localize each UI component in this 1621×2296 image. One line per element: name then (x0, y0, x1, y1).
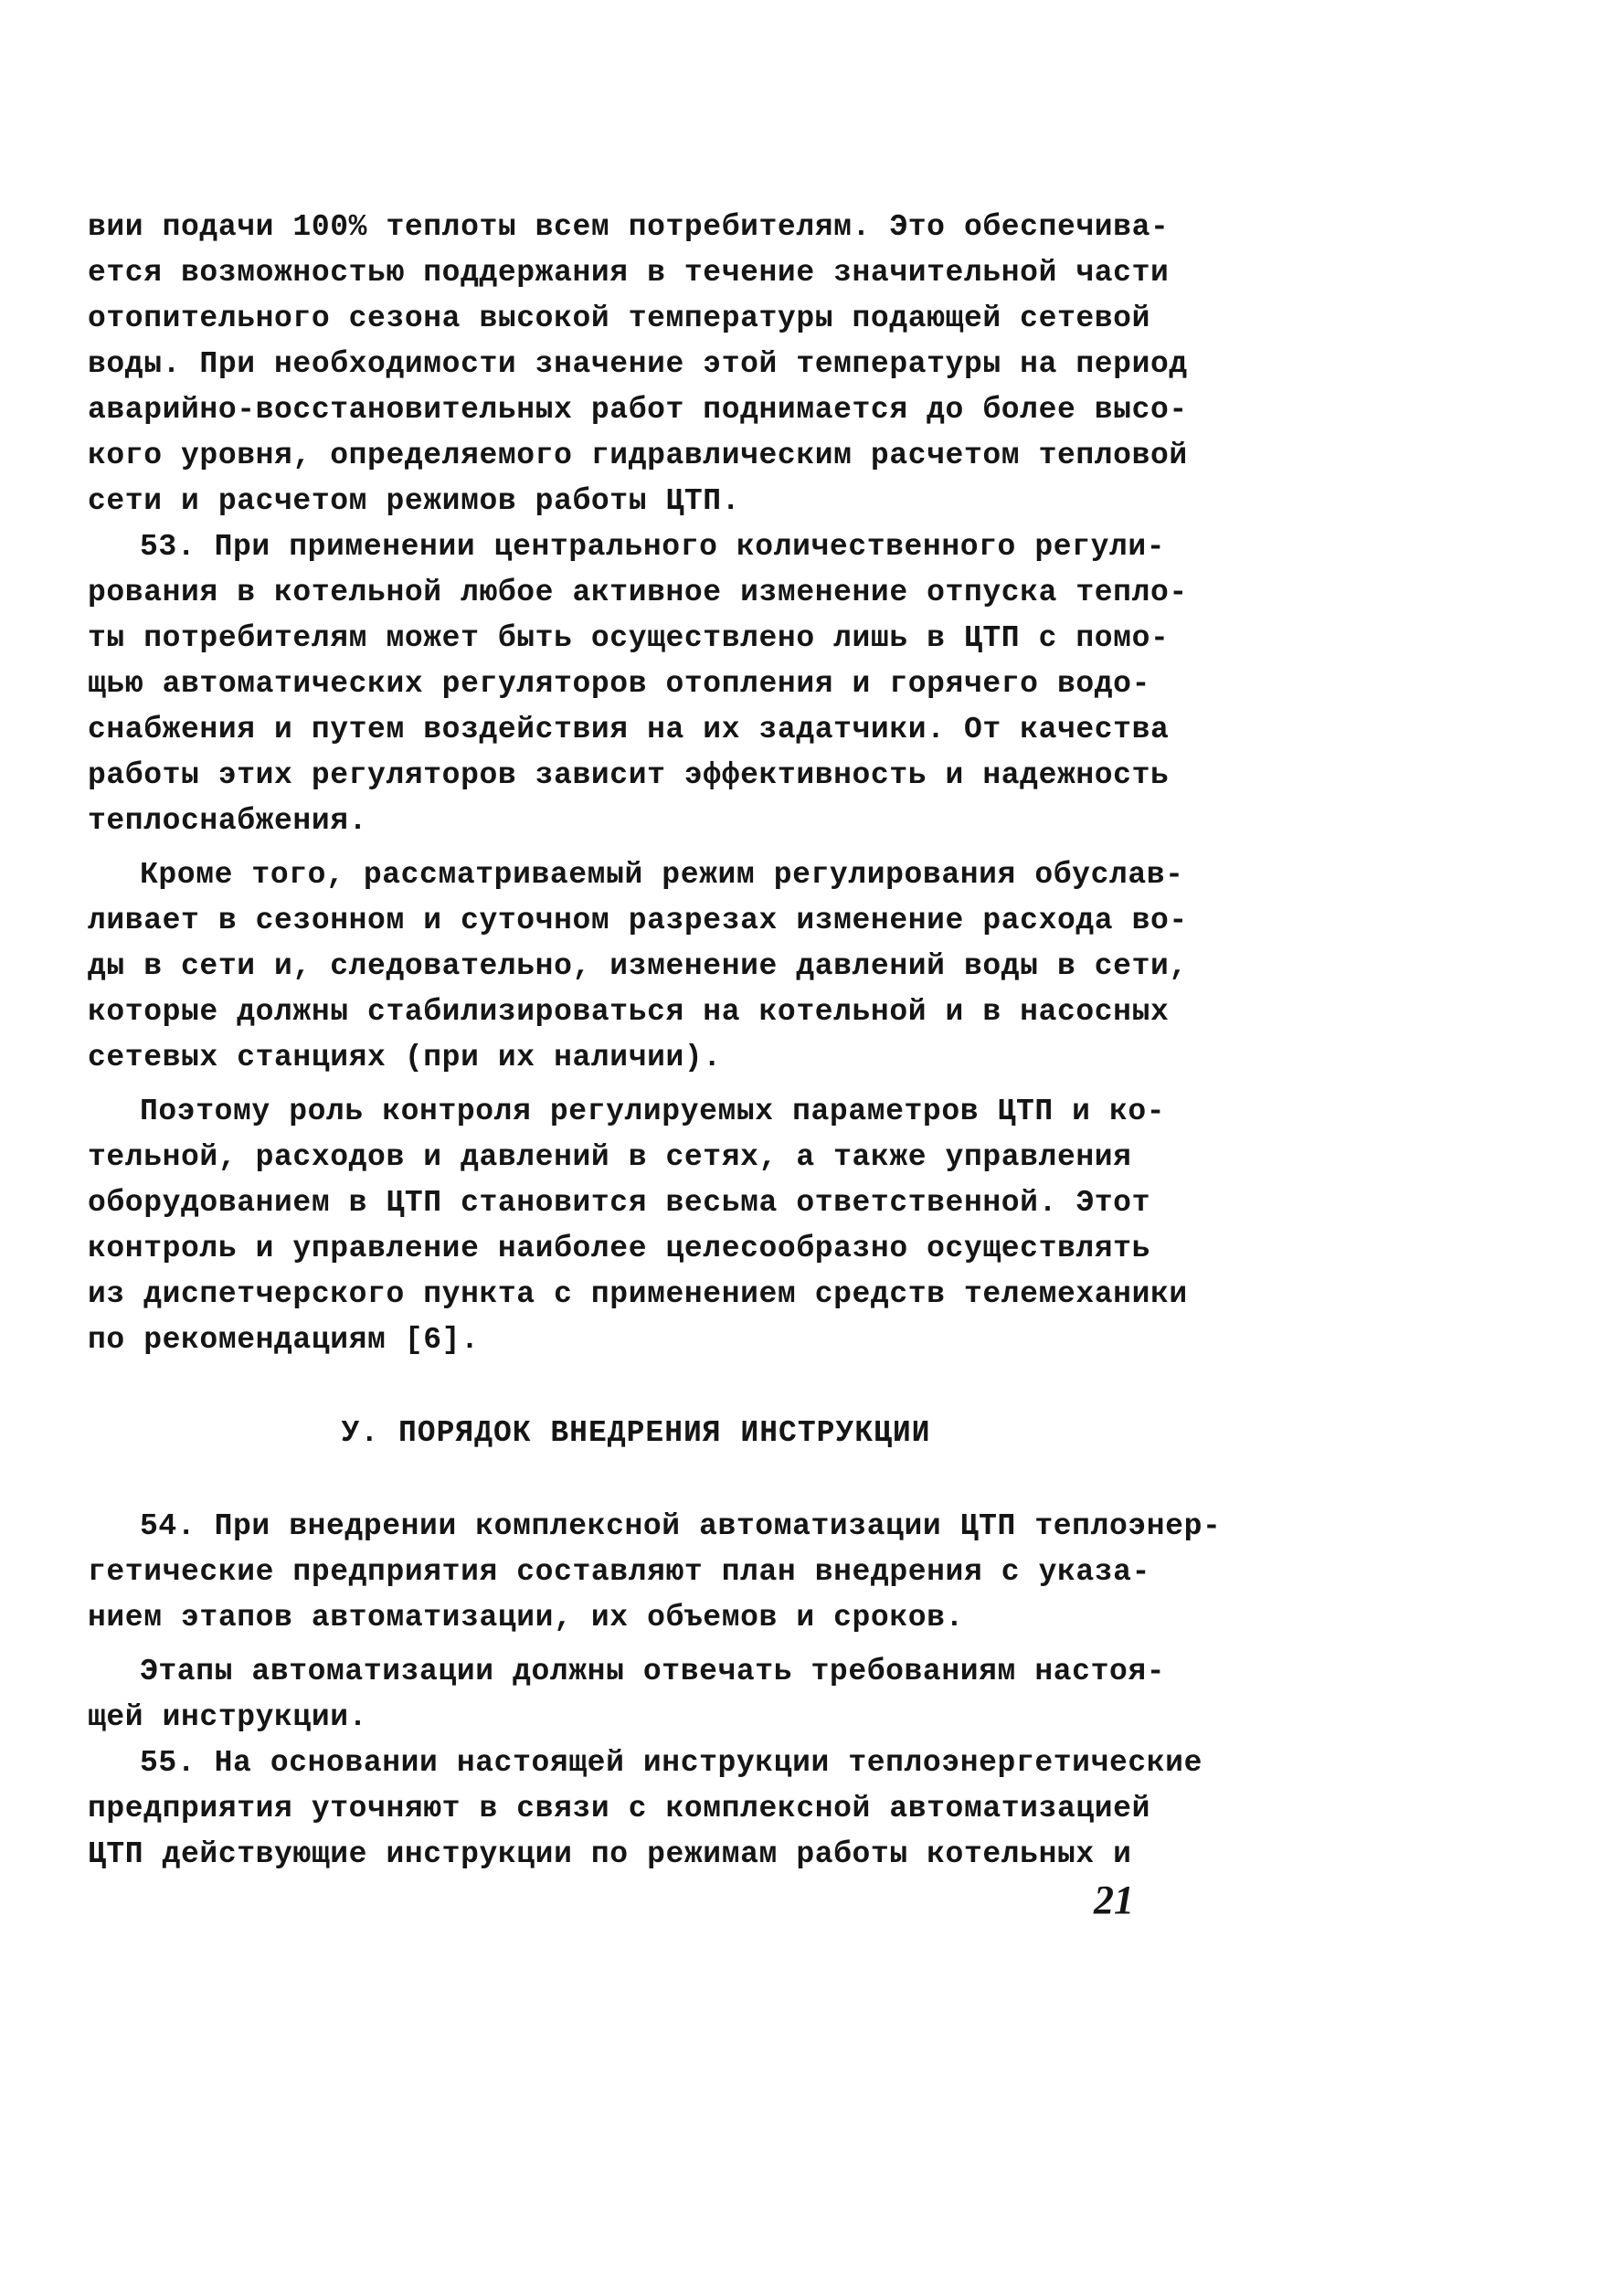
text-line: аварийно-восстановительных работ поднимается до более высо- (88, 393, 1188, 427)
text-line: контроль и управление наиболее целесообразно осуществлять (88, 1232, 1150, 1265)
text-line: гетические предприятия составляют план внедрения с указа- (88, 1555, 1150, 1589)
text-line: сети и расчетом режимов работы ЦТП. (88, 484, 741, 518)
text-line: работы этих регуляторов зависит эффективность и надежность (88, 758, 1170, 792)
text-line: по рекомендациям [6]. (88, 1323, 480, 1357)
text-line: которые должны стабилизироваться на котельной и в насосных (88, 995, 1170, 1029)
page-number: 21 (1094, 1878, 1134, 1922)
text-line: вии подачи 100% теплоты всем потребителям. Это обеспечива- (88, 210, 1170, 244)
text-line: отопительного сезона высокой температуры подающей сетевой (88, 302, 1150, 335)
text-line: предприятия уточняют в связи с комплексной автоматизацией (88, 1792, 1150, 1825)
text-line: Этапы автоматизации должны отвечать требованиям настоя- (140, 1655, 1166, 1688)
text-line: 54. При внедрении комплексной автоматизации ЦТП теплоэнер- (140, 1509, 1222, 1543)
text-line: 55. На основании настоящей инструкции теплоэнергетические (140, 1746, 1203, 1780)
text-line: рования в котельной любое активное изменение отпуска тепло- (88, 576, 1188, 609)
text-line: ливает в сезонном и суточном разрезах изменение расхода во- (88, 904, 1188, 937)
document-body (88, 205, 1222, 1878)
text-line: теплоснабжения. (88, 804, 368, 838)
text-line: оборудованием в ЦТП становится весьма ответственной. Этот (88, 1186, 1150, 1220)
text-line: сетевых станциях (при их наличии). (88, 1041, 722, 1074)
text-line: ЦТП действующие инструкции по режимам работы котельных и (88, 1837, 1132, 1871)
text-line: снабжения и путем воздействия на их задатчики. От качества (88, 713, 1170, 746)
text-line: воды. При необходимости значение этой температуры на период (88, 347, 1188, 381)
text-line: ды в сети и, следовательно, изменение давлений воды в сети, (88, 949, 1188, 983)
text-line: 53. При применении центрального количественного регули- (140, 530, 1166, 564)
text-line: тельной, расходов и давлений в сетях, а также управления (88, 1140, 1132, 1174)
text-line: ты потребителям может быть осуществлено лишь в ЦТП с помо- (88, 621, 1170, 655)
text-line: нием этапов автоматизации, их объемов и сроков. (88, 1601, 964, 1635)
text-line: щью автоматических регуляторов отопления и горячего водо- (88, 667, 1150, 701)
text-line: из диспетчерского пункта с применением средств телемеханики (88, 1277, 1188, 1311)
text-line: Кроме того, рассматриваемый режим регулирования обуслав- (140, 858, 1184, 892)
text-line: Поэтому роль контроля регулируемых параметров ЦТП и ко- (140, 1095, 1166, 1128)
text-line: щей инструкции. (88, 1700, 368, 1734)
text-line: ется возможностью поддержания в течение значительной части (88, 256, 1170, 290)
section-heading: У. ПОРЯДОК ВНЕДРЕНИЯ ИНСТРУКЦИИ (341, 1416, 931, 1450)
text-line: кого уровня, определяемого гидравлическим расчетом тепловой (88, 439, 1188, 472)
